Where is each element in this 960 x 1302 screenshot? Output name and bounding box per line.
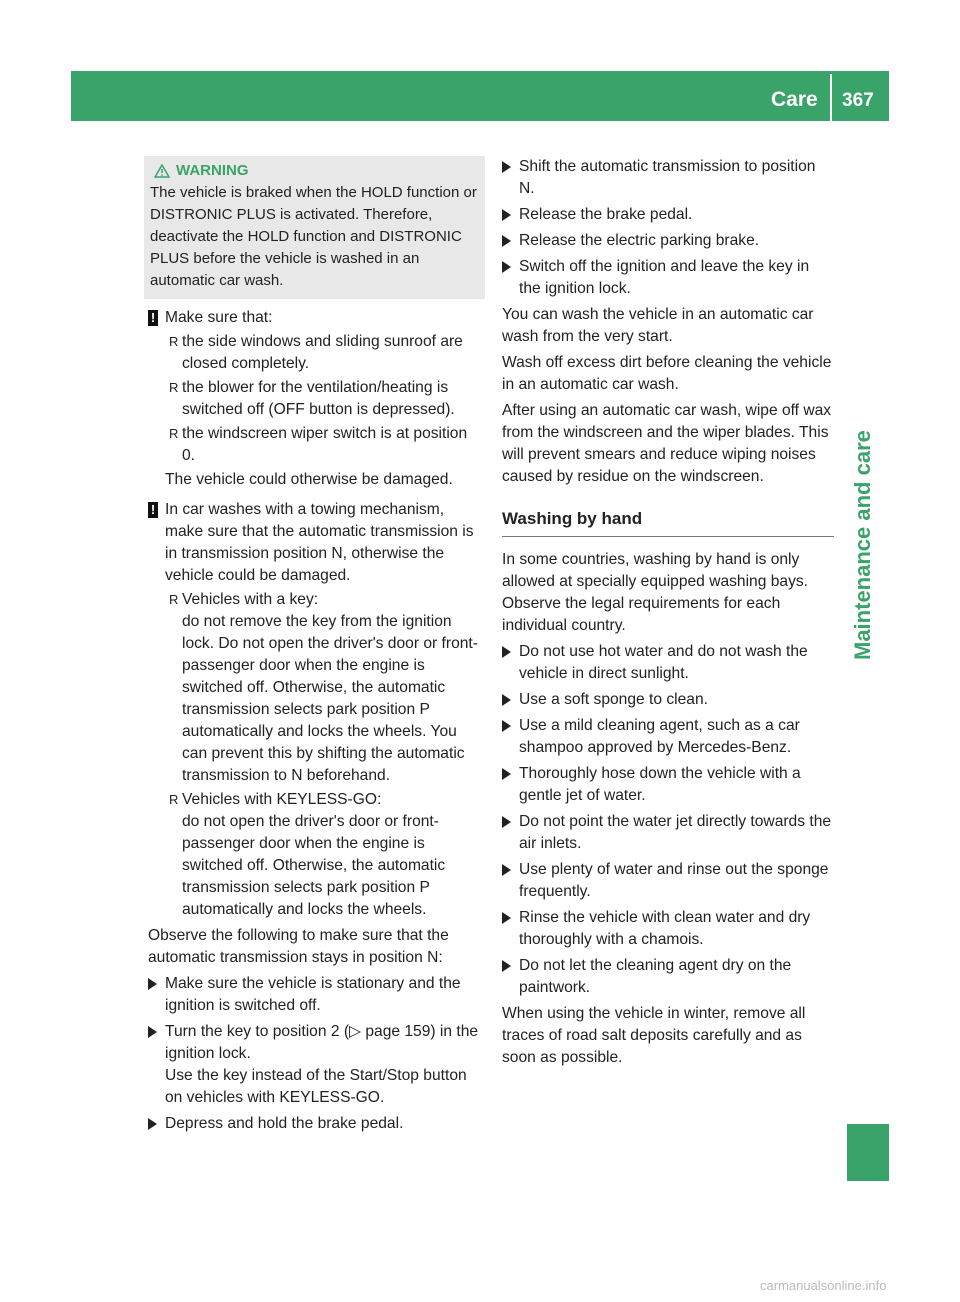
bullet-icon: R xyxy=(169,792,179,807)
notice-car-wash xyxy=(148,499,483,587)
watermark: carmanualsonline.info xyxy=(760,1278,887,1293)
warning-triangle-icon xyxy=(154,164,170,178)
step-arrow-icon xyxy=(502,235,511,247)
step-item: Do not use hot water and do not wash the vehicle in direct sunlight. xyxy=(502,641,834,685)
step-item: Do not point the water jet directly towards the air inlets. xyxy=(502,811,834,855)
step-item: Turn the key to position 2 (▷ page 159) in the ignition lock. Use the key instead of the Start/Stop button on vehicles with KEYLESS-GO. xyxy=(148,1021,483,1109)
warning-text: The vehicle is braked when the HOLD function or DISTRONIC PLUS is activated. Therefore, deactivate the HOLD function and DISTRONIC PLUS before the vehicle is washed in an automatic car wash. xyxy=(150,184,477,289)
bullet-text: do not remove the key from the ignition lock. Do not open the driver's door or front-passenger door when the engine is switched off. Otherwise, the automatic transmission selects park position P automatically and locks the wheels. You can prevent this by shifting the automatic transmission to N beforehand. xyxy=(182,613,478,784)
notice-intro: In car washes with a towing mechanism, make sure that the automatic transmission is in transmission position N, otherwise the vehicle could be damaged. xyxy=(165,501,474,584)
step-arrow-icon xyxy=(148,1118,157,1130)
step-arrow-icon xyxy=(502,646,511,658)
bullet-text: do not open the driver's door or front-passenger door when the engine is switched off. Otherwise, the automatic transmission selects park position P automatically and locks the wheels. xyxy=(182,813,446,918)
step-item: Switch off the ignition and leave the key in the ignition lock. xyxy=(502,256,834,300)
step-item: Depress and hold the brake pedal. xyxy=(148,1113,483,1135)
warning-box xyxy=(144,156,485,299)
step-arrow-icon xyxy=(502,261,511,273)
header-divider xyxy=(830,74,832,121)
left-column xyxy=(148,156,483,1135)
step-arrow-icon xyxy=(502,864,511,876)
step-item: Use a soft sponge to clean. xyxy=(502,689,834,711)
step-item: Release the brake pedal. xyxy=(502,204,834,226)
list-item: R the windscreen wiper switch is at position 0. xyxy=(169,425,468,464)
step-arrow-icon xyxy=(502,161,511,173)
paragraph: After using an automatic car wash, wipe off wax from the windscreen and the wiper blades. This will prevent smears and reduce wiping noises caused by residue on the windscreen. xyxy=(502,402,832,485)
step-item: Use plenty of water and rinse out the sponge frequently. xyxy=(502,859,834,903)
list-item: R the blower for the ventilation/heating is switched off (OFF button is depressed). xyxy=(169,379,455,418)
step-arrow-icon xyxy=(502,720,511,732)
step-item: Rinse the vehicle with clean water and dry thoroughly with a chamois. xyxy=(502,907,834,951)
bullet-icon: R xyxy=(169,334,179,349)
list-item: R the side windows and sliding sunroof are closed completely. xyxy=(169,333,463,372)
page-number: 367 xyxy=(842,90,874,111)
bullet-icon: R xyxy=(169,426,179,441)
step-arrow-icon xyxy=(502,912,511,924)
step-arrow-icon xyxy=(502,209,511,221)
step-item: Thoroughly hose down the vehicle with a gentle jet of water. xyxy=(502,763,834,807)
step-item: Make sure the vehicle is stationary and the ignition is switched off. xyxy=(148,973,483,1017)
step-arrow-icon xyxy=(502,816,511,828)
step-item: Use a mild cleaning agent, such as a car shampoo approved by Mercedes-Benz. xyxy=(502,715,834,759)
bullet-icon: R xyxy=(169,592,179,607)
notice-outro: The vehicle could otherwise be damaged. xyxy=(165,471,453,488)
observe-paragraph: Observe the following to make sure that the automatic transmission stays in position N: xyxy=(148,927,449,966)
notice-windows xyxy=(148,307,483,329)
paragraph: You can wash the vehicle in an automatic car wash from the very start. xyxy=(502,306,814,345)
exclamation-icon: ! xyxy=(148,502,158,518)
washing-heading: Washing by hand xyxy=(502,508,834,537)
step-arrow-icon xyxy=(502,694,511,706)
section-title: Care xyxy=(771,88,818,111)
warning-header xyxy=(154,160,479,182)
paragraph: Wash off excess dirt before cleaning the vehicle in an automatic car wash. xyxy=(502,354,832,393)
list-item: R Vehicles with KEYLESS-GO: xyxy=(148,789,483,811)
step-arrow-icon xyxy=(148,1026,157,1038)
notice-intro: Make sure that: xyxy=(165,309,273,326)
step-item: Shift the automatic transmission to position N. xyxy=(502,156,834,200)
step-arrow-icon xyxy=(502,960,511,972)
right-column xyxy=(502,156,834,1069)
exclamation-icon: ! xyxy=(148,310,158,326)
chapter-label: Maintenance and care xyxy=(850,430,875,660)
step-arrow-icon xyxy=(502,768,511,780)
bullet-icon: R xyxy=(169,380,179,395)
header-bar xyxy=(71,71,889,121)
paragraph: In some countries, washing by hand is only allowed at specially equipped washing bays. Observe the legal requirements for each individual country. xyxy=(502,551,809,634)
chapter-marker xyxy=(847,1124,889,1181)
step-item: Release the electric parking brake. xyxy=(502,230,834,252)
list-item: R Vehicles with a key: xyxy=(148,589,483,611)
warning-label: WARNING xyxy=(176,162,249,179)
step-arrow-icon xyxy=(148,978,157,990)
paragraph: When using the vehicle in winter, remove all traces of road salt deposits carefully and as soon as possible. xyxy=(502,1005,806,1066)
step-item: Do not let the cleaning agent dry on the paintwork. xyxy=(502,955,834,999)
